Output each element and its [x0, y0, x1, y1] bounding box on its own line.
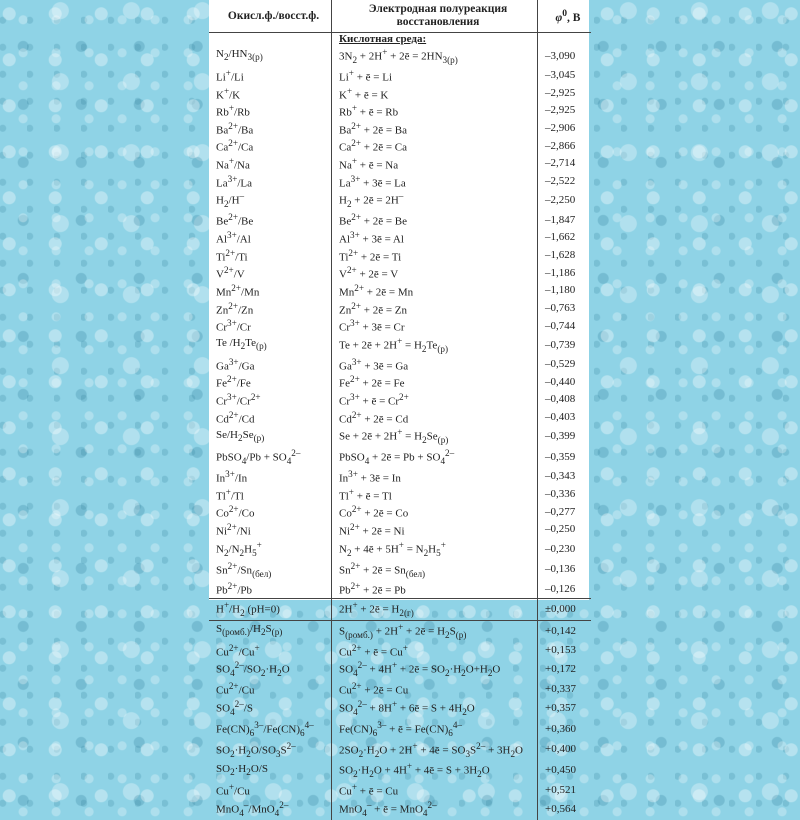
potential-cell: –3,090	[545, 49, 576, 62]
pair-cell: $Fe(CN)_6^{3-}/Fe(CN)_6^{4-}$	[209, 719, 332, 740]
pair-cell: $SO_2\cdot H_2O/S$	[209, 760, 332, 781]
reaction-cell: $Ba^{2+}$ + 2ē = Ba	[332, 120, 538, 138]
reaction-cell: $H_2$ + 2ē = 2H–	[332, 190, 538, 211]
potential-cell: –0,136	[545, 563, 576, 576]
pair-cell: Rb+/Rb	[209, 102, 332, 120]
table-row	[209, 173, 591, 191]
potential-cell: –0,359	[545, 451, 576, 464]
unit-label: , В	[567, 11, 581, 24]
potential-cell: –2,250	[545, 194, 576, 207]
reaction-cell: MnO$_4$– + ē = MnO$_4^{2-}$	[332, 799, 538, 820]
reaction-cell: $Fe(CN)_6^{3-}$ + ē = $Fe(CN)_6^{4-}$	[332, 719, 538, 740]
document-page	[209, 0, 589, 818]
potentials-table	[209, 0, 591, 820]
reaction-cell: $Ti^{2+}$ + 2ē = Ti	[332, 247, 538, 265]
header-reaction-line1: Электродная полуреакция	[368, 3, 508, 15]
reaction-cell: K+ + ē = K	[332, 85, 538, 103]
reaction-cell: Cu+ + ē = Cu	[332, 781, 538, 799]
pair-cell: Cu+/Cu	[209, 781, 332, 799]
table-row	[209, 317, 591, 335]
potential-cell: ±0,000	[538, 599, 592, 621]
pair-cell: $SO_4^{2-}/S$	[209, 698, 332, 719]
potential-cell: –1,628	[545, 248, 576, 261]
table-row	[209, 642, 591, 660]
table-row	[209, 190, 591, 211]
pair-cell: Li+/Li	[209, 67, 332, 85]
pair-cell: $In^{3+}/In$	[209, 468, 332, 486]
reaction-cell: Na+ + ē = Na	[332, 155, 538, 173]
pair-cell: $H^+/H_2$ (pH=0)	[209, 599, 332, 621]
table-row	[209, 247, 591, 265]
pair-cell: $Cu^{2+}/Cu^+$	[209, 642, 332, 660]
reaction-cell: $Ni^{2+}$ + 2ē = Ni	[332, 521, 538, 539]
table-header-row	[209, 0, 591, 33]
potential-cell: –1,180	[545, 284, 576, 297]
potential-cell: +0,400	[545, 743, 576, 756]
reaction-cell: $SO_4^{2-} + 4H^+$ + 2ē = $SO_2\cdot H_2O+H_2O$	[332, 659, 538, 680]
pair-cell: $Be^{2+}/Be$	[209, 211, 332, 229]
potential-cell: +0,450	[545, 764, 576, 777]
subheader-acid-medium: Кислотная среда:	[332, 33, 538, 47]
reaction-cell: $SO_4^{2-} + 8H^+$ + 6ē = $S + 4H_2O$	[332, 698, 538, 719]
potential-cell: –2,866	[545, 139, 576, 152]
table-row	[209, 560, 591, 581]
table-row	[209, 659, 591, 680]
pair-cell: $N_2/HN_{3(р)}$	[209, 46, 332, 67]
table-row	[209, 447, 591, 468]
table-row	[209, 799, 591, 820]
potential-cell: –0,250	[545, 523, 576, 536]
table-row	[209, 46, 591, 67]
potential-cell: +0,521	[545, 783, 576, 796]
table-row	[209, 740, 591, 761]
subheader-row	[209, 33, 591, 47]
potential-cell: –1,847	[545, 213, 576, 226]
reaction-cell: $3N_2 + 2H^+$ + 2ē = $2HN_{3(р)}$	[332, 46, 538, 67]
pair-cell: $Zn^{2+}/Zn$	[209, 300, 332, 318]
potential-cell: +0,357	[545, 701, 576, 714]
potential-cell: –0,343	[545, 470, 576, 483]
reaction-cell: $2SO_2\cdot H_2O + 2H^+$ + 4ē = $SO_3S^{2-} + 3H_2O$	[332, 740, 538, 761]
table-row	[209, 264, 591, 282]
pair-cell: $Fe^{2+}/Fe$	[209, 373, 332, 391]
pair-cell: $Ca^{2+}/Ca$	[209, 137, 332, 155]
header-pair: Окисл.ф./восст.ф.	[209, 0, 332, 33]
potential-cell: –3,045	[545, 69, 576, 82]
phi-symbol: φ	[555, 11, 563, 24]
reaction-cell: $In^{3+}$ + 3ē = In	[332, 468, 538, 486]
pair-cell: $Co^{2+}/Co$	[209, 503, 332, 521]
reaction-cell: $La^{3+}$ + 3ē = La	[332, 173, 538, 191]
table-row	[209, 580, 591, 598]
pair-cell: $N_2/N_2H_5^+$	[209, 539, 332, 560]
table-row	[209, 680, 591, 698]
reaction-cell: $Pb^{2+}$ + 2ē = Pb	[332, 580, 538, 598]
reaction-cell: $Zn^{2+}$ + 2ē = Zn	[332, 300, 538, 318]
potential-cell: –0,277	[545, 505, 576, 518]
table-row	[209, 300, 591, 318]
pair-cell: $Cr^{3+}/Cr$	[209, 317, 332, 335]
table-row	[209, 282, 591, 300]
potential-cell: –0,408	[545, 393, 576, 406]
potential-cell: –0,403	[545, 411, 576, 424]
reaction-cell: $Cr^{3+}$ + 3ē = Cr	[332, 317, 538, 335]
reaction-cell: $Ca^{2+}$ + 2ē = Ca	[332, 137, 538, 155]
reaction-cell: $Mn^{2+}$ + 2ē = Mn	[332, 282, 538, 300]
potential-cell: –0,399	[545, 430, 576, 443]
table-row	[209, 539, 591, 560]
reaction-cell: $Al^{3+}$ + 3ē = Al	[332, 229, 538, 247]
table-row	[209, 599, 591, 621]
potential-cell: –0,739	[545, 338, 576, 351]
table-row	[209, 229, 591, 247]
reaction-cell: $Sn^{2+}$ + 2ē = $Sn_{(бел)}$	[332, 560, 538, 581]
table-row	[209, 373, 591, 391]
pair-cell: $Ti^{2+}/Ti$	[209, 247, 332, 265]
potential-cell: +0,337	[545, 682, 576, 695]
pair-cell: PbSO$_4$/Pb + $SO_4^{2-}$	[209, 447, 332, 468]
pair-cell: $SO_4^{2-}/SO_2\cdot H_2O$	[209, 659, 332, 680]
pair-cell: $Ni^{2+}/Ni$	[209, 521, 332, 539]
table-row	[209, 719, 591, 740]
table-row	[209, 335, 591, 356]
reaction-cell: $Cu^{2+}$ + 2ē = Cu	[332, 680, 538, 698]
potential-cell: –0,230	[545, 542, 576, 555]
potential-cell: –2,522	[545, 175, 576, 188]
pair-cell: $Mn^{2+}/Mn$	[209, 282, 332, 300]
pair-cell: K+/K	[209, 85, 332, 103]
reaction-cell: Rb+ + ē = Rb	[332, 102, 538, 120]
pair-cell: $Sn^{2+}/Sn_{(бел)}$	[209, 560, 332, 581]
potential-cell: –2,906	[545, 122, 576, 135]
pair-cell: MnO$_4$–/MnO$_4^{2-}$	[209, 799, 332, 820]
potential-cell: –0,529	[545, 358, 576, 371]
reaction-cell: PbSO$_4$ + 2ē = $Pb + SO_4^{2-}$	[332, 447, 538, 468]
reaction-cell: $S_{(ромб.)} + 2H^+$ + 2ē = $H_2S_{(р)}$	[332, 620, 538, 641]
table-row	[209, 468, 591, 486]
pair-cell: Tl+/Tl	[209, 486, 332, 504]
table-row	[209, 85, 591, 103]
pair-cell: $SO_2\cdot H_2O/SO_3S^{2-}$	[209, 740, 332, 761]
potential-cell: –2,925	[545, 104, 576, 117]
pair-cell: $Al^{3+}/Al$	[209, 229, 332, 247]
potential-cell: –2,925	[545, 86, 576, 99]
potential-cell: –1,662	[545, 231, 576, 244]
reaction-cell: $V^{2+}$ + 2ē = V	[332, 264, 538, 282]
table-row	[209, 521, 591, 539]
header-potential	[538, 0, 592, 33]
reaction-cell: Tl+ + ē = Tl	[332, 486, 538, 504]
reaction-cell: 2H+ + 2ē = $H_{2(г)}$	[332, 599, 538, 621]
pair-cell: $Se/H_2Se_{(р)}$	[209, 426, 332, 447]
reaction-cell: $Be^{2+}$ + 2ē = Be	[332, 211, 538, 229]
potential-cell: –0,336	[545, 488, 576, 501]
potential-cell: +0,142	[538, 620, 592, 641]
potential-cell: –0,440	[545, 375, 576, 388]
phi-superscript: 0	[562, 8, 568, 20]
potential-cell: +0,360	[545, 722, 576, 735]
reaction-cell: $Co^{2+}$ + 2ē = Co	[332, 503, 538, 521]
reaction-cell: $Cr^{3+}$ + ē = $Cr^{2+}$	[332, 391, 538, 409]
reaction-cell: Se + 2ē + $2H^+ = H_2Se_{(р)}$	[332, 426, 538, 447]
potential-cell: +0,564	[545, 802, 576, 815]
table-row	[209, 102, 591, 120]
header-reaction	[332, 0, 538, 33]
table-row	[209, 426, 591, 447]
table-row	[209, 503, 591, 521]
reaction-cell: Li+ + ē = Li	[332, 67, 538, 85]
potential-cell: –0,763	[545, 301, 576, 314]
pair-cell: $Ga^{3+}/Ga$	[209, 356, 332, 374]
pair-cell: $V^{2+}/V$	[209, 264, 332, 282]
potential-cell: –1,186	[545, 266, 576, 279]
pair-cell: Na+/Na	[209, 155, 332, 173]
potential-cell: +0,153	[545, 644, 576, 657]
table-row	[209, 391, 591, 409]
table-row	[209, 486, 591, 504]
reaction-cell: $Cd^{2+}$ + 2ē = Cd	[332, 409, 538, 427]
table-row	[209, 67, 591, 85]
pair-cell: $H_2/H^-$	[209, 190, 332, 211]
table-row	[209, 137, 591, 155]
table-row	[209, 120, 591, 138]
pair-cell: $Pb^{2+}/Pb$	[209, 580, 332, 598]
table-row	[209, 760, 591, 781]
reaction-cell: $Cu^{2+}$ + ē = Cu+	[332, 642, 538, 660]
pair-cell: $Cu^{2+}/Cu$	[209, 680, 332, 698]
pair-cell: $Ba^{2+}/Ba$	[209, 120, 332, 138]
pair-cell: $Cr^{3+}/Cr^{2+}$	[209, 391, 332, 409]
table-row	[209, 781, 591, 799]
table-row	[209, 409, 591, 427]
table-row	[209, 155, 591, 173]
reaction-cell: $SO_2\cdot H_2O + 4H^+$ + 4ē = $S + 3H_2O$	[332, 760, 538, 781]
table-row	[209, 620, 591, 641]
reaction-cell: Te + 2ē + $2H^+ = H_2Te_{(р)}$	[332, 335, 538, 356]
table-row	[209, 211, 591, 229]
pair-cell: Te $/H_2Te_{(р)}$	[209, 335, 332, 356]
reaction-cell: $N_2$ + 4ē + $5H^+ = N_2H_5^+$	[332, 539, 538, 560]
potential-cell: –0,126	[545, 582, 576, 595]
header-reaction-line2: восстановления	[396, 16, 480, 28]
pair-cell: $S_{(ромб.)}/H_2S_{(р)}$	[209, 620, 332, 641]
table-row	[209, 698, 591, 719]
potential-cell: –2,714	[545, 157, 576, 170]
reaction-cell: $Ga^{3+}$ + 3ē = Ga	[332, 356, 538, 374]
pair-cell: $Cd^{2+}/Cd$	[209, 409, 332, 427]
potential-cell: –0,744	[545, 319, 576, 332]
potential-cell: +0,172	[545, 663, 576, 676]
pair-cell: $La^{3+}/La$	[209, 173, 332, 191]
table-row	[209, 356, 591, 374]
table-body	[209, 33, 591, 820]
reaction-cell: $Fe^{2+}$ + 2ē = Fe	[332, 373, 538, 391]
